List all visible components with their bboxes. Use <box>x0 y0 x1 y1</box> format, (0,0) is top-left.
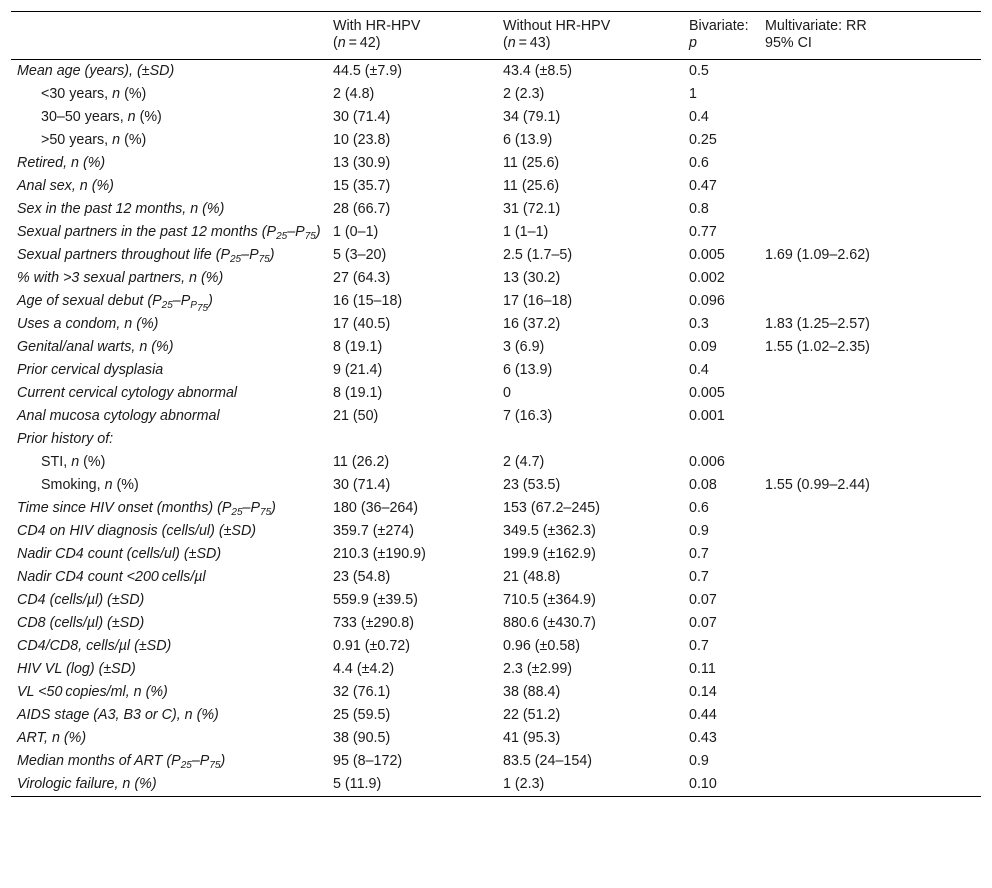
row-label: % with >3 sexual partners, n (%) <box>17 270 224 286</box>
bivariate-p-value: 0.8 <box>689 201 709 217</box>
header-multivariate-ci: 95% CI <box>765 35 812 51</box>
multivariate-rr-value <box>759 106 981 129</box>
table-row <box>11 267 981 290</box>
multivariate-rr-value <box>759 221 981 244</box>
bivariate-p-value: 0.6 <box>689 155 709 171</box>
bivariate-p-value: 0.005 <box>689 247 725 263</box>
with-hpv-value: 25 (59.5) <box>333 707 391 723</box>
multivariate-rr-value <box>759 773 981 797</box>
table-row <box>11 681 981 704</box>
without-hpv-value: 38 (88.4) <box>503 684 561 700</box>
table-row <box>11 382 981 405</box>
multivariate-rr-value <box>759 543 981 566</box>
bivariate-p-value: 0.11 <box>689 661 716 677</box>
with-hpv-value: 11 (26.2) <box>333 454 390 470</box>
bivariate-p-value: 0.77 <box>689 224 717 240</box>
header-without-hpv <box>497 12 683 60</box>
bivariate-p-value: 0.001 <box>689 408 725 424</box>
bivariate-p-value: 0.08 <box>689 477 717 493</box>
table-row <box>11 727 981 750</box>
without-hpv-value: 880.6 (±430.7) <box>503 615 596 631</box>
multivariate-rr-value <box>759 497 981 520</box>
without-hpv-value: 6 (13.9) <box>503 132 553 148</box>
table-row <box>11 474 981 497</box>
table-row <box>11 773 981 797</box>
bivariate-p-value: 0.096 <box>689 293 725 309</box>
without-hpv-value: 710.5 (±364.9) <box>503 592 596 608</box>
row-label: Virologic failure, n (%) <box>17 776 157 792</box>
table-row <box>11 497 981 520</box>
bivariate-p-value: 0.7 <box>689 638 709 654</box>
with-hpv-value: 95 (8–172) <box>333 753 403 769</box>
row-label: CD4 (cells/µl) (±SD) <box>17 592 145 608</box>
bivariate-p-value: 0.47 <box>689 178 717 194</box>
table-row <box>11 152 981 175</box>
bivariate-p-value: 0.44 <box>689 707 717 723</box>
table-row <box>11 566 981 589</box>
bivariate-p-value: 1 <box>689 86 697 102</box>
without-hpv-value <box>497 428 683 451</box>
multivariate-rr-value <box>759 152 981 175</box>
multivariate-rr-value <box>759 359 981 382</box>
without-hpv-value: 2.5 (1.7–5) <box>503 247 573 263</box>
table-row <box>11 221 981 244</box>
table-row <box>11 60 981 84</box>
without-hpv-value: 22 (51.2) <box>503 707 561 723</box>
header-with-hpv <box>327 12 497 60</box>
without-hpv-value: 153 (67.2–245) <box>503 500 600 516</box>
without-hpv-value: 2 (2.3) <box>503 86 545 102</box>
table-row <box>11 129 981 152</box>
header-without-hpv-n: (n = 43) <box>503 35 551 51</box>
without-hpv-value: 0.96 (±0.58) <box>503 638 580 654</box>
row-label: AIDS stage (A3, B3 or C), n (%) <box>17 707 219 723</box>
row-label: <30 years, n (%) <box>41 86 147 102</box>
row-label: Time since HIV onset (months) $(P_{25}-P_{75})$ <box>17 500 276 518</box>
without-hpv-value: 31 (72.1) <box>503 201 561 217</box>
table-body <box>11 60 981 797</box>
bivariate-p-value: 0.005 <box>689 385 725 401</box>
row-label: Mean age (years), (±SD) <box>17 63 175 79</box>
without-hpv-value: 11 (25.6) <box>503 178 560 194</box>
bivariate-p-value: 0.002 <box>689 270 725 286</box>
bivariate-p-value: 0.14 <box>689 684 717 700</box>
with-hpv-value: 30 (71.4) <box>333 477 391 493</box>
without-hpv-value: 41 (95.3) <box>503 730 561 746</box>
with-hpv-value: 17 (40.5) <box>333 316 391 332</box>
without-hpv-value: 34 (79.1) <box>503 109 561 125</box>
row-label: Smoking, n (%) <box>41 477 139 493</box>
bivariate-p-value: 0.7 <box>689 546 709 562</box>
bivariate-p-value: 0.4 <box>689 362 709 378</box>
multivariate-rr-value: 1.83 (1.25–2.57) <box>765 316 870 332</box>
without-hpv-value: 13 (30.2) <box>503 270 561 286</box>
header-bivariate-title: Bivariate: <box>689 18 749 34</box>
without-hpv-value: 3 (6.9) <box>503 339 545 355</box>
bivariate-p-value: 0.07 <box>689 615 717 631</box>
row-label: Anal sex, n (%) <box>17 178 114 194</box>
without-hpv-value: 16 (37.2) <box>503 316 561 332</box>
header-without-hpv-title: Without HR-HPV <box>503 18 611 34</box>
with-hpv-value: 210.3 (±190.9) <box>333 546 426 562</box>
table-row <box>11 290 981 313</box>
multivariate-rr-value: 1.55 (1.02–2.35) <box>765 339 870 355</box>
multivariate-rr-value <box>759 520 981 543</box>
without-hpv-value: 2.3 (±2.99) <box>503 661 573 677</box>
table-row <box>11 520 981 543</box>
table-row <box>11 83 981 106</box>
table-row <box>11 359 981 382</box>
without-hpv-value: 23 (53.5) <box>503 477 561 493</box>
bivariate-p-value: 0.006 <box>689 454 725 470</box>
bivariate-p-value <box>683 428 759 451</box>
row-label: Current cervical cytology abnormal <box>17 385 238 401</box>
table-row <box>11 336 981 359</box>
with-hpv-value: 23 (54.8) <box>333 569 391 585</box>
bivariate-p-value: 0.3 <box>689 316 709 332</box>
table-row <box>11 635 981 658</box>
without-hpv-value: 11 (25.6) <box>503 155 560 171</box>
multivariate-rr-value <box>759 727 981 750</box>
with-hpv-value <box>327 428 497 451</box>
multivariate-rr-value <box>759 681 981 704</box>
table-row <box>11 428 981 451</box>
with-hpv-value: 16 (15–18) <box>333 293 403 309</box>
with-hpv-value: 0.91 (±0.72) <box>333 638 410 654</box>
header-row <box>11 12 981 60</box>
table-header <box>11 12 981 60</box>
table-row <box>11 175 981 198</box>
multivariate-rr-value <box>759 658 981 681</box>
table-row <box>11 405 981 428</box>
with-hpv-value: 28 (66.7) <box>333 201 391 217</box>
row-label: Prior history of: <box>17 431 114 447</box>
row-label: Sex in the past 12 months, n (%) <box>17 201 225 217</box>
with-hpv-value: 2 (4.8) <box>333 86 375 102</box>
multivariate-rr-value <box>759 290 981 313</box>
table-row <box>11 658 981 681</box>
with-hpv-value: 4.4 (±4.2) <box>333 661 395 677</box>
table-row <box>11 451 981 474</box>
row-label: CD4/CD8, cells/µl (±SD) <box>17 638 172 654</box>
row-label: >50 years, n (%) <box>41 132 147 148</box>
with-hpv-value: 13 (30.9) <box>333 155 391 171</box>
bivariate-p-value: 0.9 <box>689 523 709 539</box>
table-row <box>11 612 981 635</box>
with-hpv-value: 8 (19.1) <box>333 385 383 401</box>
multivariate-rr-value <box>759 589 981 612</box>
row-label: Genital/anal warts, n (%) <box>17 339 174 355</box>
multivariate-rr-value <box>759 198 981 221</box>
row-label: CD8 (cells/µl) (±SD) <box>17 615 145 631</box>
table-row <box>11 589 981 612</box>
multivariate-rr-value <box>759 566 981 589</box>
multivariate-rr-value <box>759 267 981 290</box>
with-hpv-value: 21 (50) <box>333 408 379 424</box>
without-hpv-value: 0 <box>503 385 511 401</box>
table-row <box>11 750 981 773</box>
header-with-hpv-n: (n = 42) <box>333 35 381 51</box>
with-hpv-value: 15 (35.7) <box>333 178 391 194</box>
multivariate-rr-value <box>759 612 981 635</box>
without-hpv-value: 43.4 (±8.5) <box>503 63 573 79</box>
bivariate-p-value: 0.9 <box>689 753 709 769</box>
multivariate-rr-value <box>759 428 981 451</box>
table-row <box>11 198 981 221</box>
multivariate-rr-value <box>759 83 981 106</box>
header-bivariate-p: p <box>689 35 697 51</box>
bivariate-p-value: 0.07 <box>689 592 717 608</box>
row-label: 30–50 years, n (%) <box>41 109 162 125</box>
table-row <box>11 106 981 129</box>
without-hpv-value: 6 (13.9) <box>503 362 553 378</box>
without-hpv-value: 349.5 (±362.3) <box>503 523 596 539</box>
row-label: Nadir CD4 count (cells/ul) (±SD) <box>17 546 222 562</box>
row-label: Age of sexual debut $(P_{25}-P_{P_{75}})$ <box>17 293 213 314</box>
bivariate-p-value: 0.4 <box>689 109 709 125</box>
row-label: VL <50 copies/ml, n (%) <box>17 684 168 700</box>
multivariate-rr-value <box>759 750 981 773</box>
bivariate-p-value: 0.5 <box>689 63 709 79</box>
without-hpv-value: 83.5 (24–154) <box>503 753 593 769</box>
without-hpv-value: 17 (16–18) <box>503 293 573 309</box>
with-hpv-value: 10 (23.8) <box>333 132 391 148</box>
table-row <box>11 543 981 566</box>
table-row <box>11 313 981 336</box>
with-hpv-value: 30 (71.4) <box>333 109 391 125</box>
with-hpv-value: 559.9 (±39.5) <box>333 592 418 608</box>
without-hpv-value: 2 (4.7) <box>503 454 545 470</box>
without-hpv-value: 1 (2.3) <box>503 776 545 792</box>
with-hpv-value: 27 (64.3) <box>333 270 391 286</box>
with-hpv-value: 32 (76.1) <box>333 684 391 700</box>
without-hpv-value: 1 (1–1) <box>503 224 549 240</box>
header-bivariate <box>683 12 759 60</box>
row-label: Uses a condom, n (%) <box>17 316 159 332</box>
without-hpv-value: 199.9 (±162.9) <box>503 546 596 562</box>
bivariate-p-value: 0.6 <box>689 500 709 516</box>
with-hpv-value: 1 (0–1) <box>333 224 379 240</box>
with-hpv-value: 38 (90.5) <box>333 730 391 746</box>
multivariate-rr-value <box>759 60 981 84</box>
bivariate-p-value: 0.43 <box>689 730 717 746</box>
multivariate-rr-value <box>759 405 981 428</box>
multivariate-rr-value <box>759 451 981 474</box>
without-hpv-value: 7 (16.3) <box>503 408 553 424</box>
bivariate-p-value: 0.25 <box>689 132 717 148</box>
multivariate-rr-value: 1.69 (1.09–2.62) <box>765 247 870 263</box>
data-table <box>11 11 981 797</box>
header-multivariate <box>759 12 981 60</box>
with-hpv-value: 359.7 (±274) <box>333 523 414 539</box>
with-hpv-value: 733 (±290.8) <box>333 615 414 631</box>
row-label: STI, n (%) <box>41 454 106 470</box>
multivariate-rr-value: 1.55 (0.99–2.44) <box>765 477 870 493</box>
multivariate-rr-value <box>759 635 981 658</box>
row-label: ART, n (%) <box>17 730 87 746</box>
with-hpv-value: 5 (11.9) <box>333 776 382 792</box>
multivariate-rr-value <box>759 382 981 405</box>
row-label: Anal mucosa cytology abnormal <box>17 408 220 424</box>
row-label: Prior cervical dysplasia <box>17 362 164 378</box>
without-hpv-value: 21 (48.8) <box>503 569 561 585</box>
row-label: Nadir CD4 count <200 cells/µl <box>17 569 206 585</box>
table-row <box>11 704 981 727</box>
with-hpv-value: 9 (21.4) <box>333 362 383 378</box>
row-label: Sexual partners in the past 12 months $(P_{25}-P_{75})$ <box>17 224 321 242</box>
header-with-hpv-title: With HR-HPV <box>333 18 421 34</box>
multivariate-rr-value <box>759 704 981 727</box>
row-label: Median months of ART $(P_{25}-P_{75})$ <box>17 753 226 771</box>
row-label: HIV VL (log) (±SD) <box>17 661 136 677</box>
with-hpv-value: 5 (3–20) <box>333 247 387 263</box>
bivariate-p-value: 0.09 <box>689 339 717 355</box>
multivariate-rr-value <box>759 129 981 152</box>
multivariate-rr-value <box>759 175 981 198</box>
with-hpv-value: 44.5 (±7.9) <box>333 63 403 79</box>
table-row <box>11 244 981 267</box>
header-empty <box>11 12 327 60</box>
with-hpv-value: 8 (19.1) <box>333 339 383 355</box>
bivariate-p-value: 0.7 <box>689 569 709 585</box>
header-multivariate-title: Multivariate: RR <box>765 18 867 34</box>
bivariate-p-value: 0.10 <box>689 776 717 792</box>
with-hpv-value: 180 (36–264) <box>333 500 419 516</box>
row-label: CD4 on HIV diagnosis (cells/ul) (±SD) <box>17 523 257 539</box>
row-label: Sexual partners throughout life $(P_{25}-P_{75})$ <box>17 247 275 265</box>
row-label: Retired, n (%) <box>17 155 106 171</box>
